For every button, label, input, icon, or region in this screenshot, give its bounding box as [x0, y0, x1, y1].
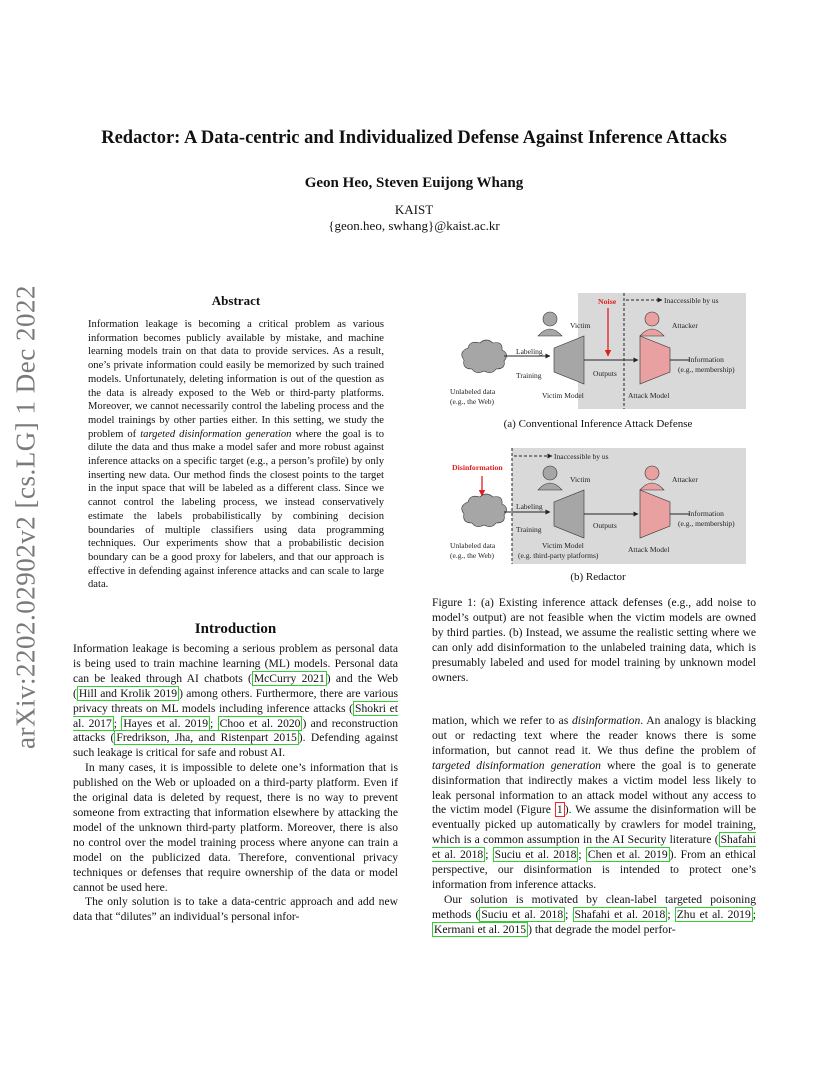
panel-a-data-cloud-icon	[462, 340, 507, 373]
panel-b-inaccessible-label: Inaccessible by us	[554, 452, 609, 461]
panel-b-labeling-label: Labeling	[516, 502, 543, 511]
panel-a-outputs-label: Outputs	[593, 369, 617, 378]
panel-b-attacker-label: Attacker	[672, 475, 698, 484]
figure-1b-caption: (b) Redactor	[570, 571, 626, 583]
citation-link[interactable]: McCurry 2021	[253, 671, 325, 685]
abstract-text: Information leakage is becoming a critical problem as various information becomes publicly available by mistake, and machine learning models train on that data to provide services. As a result, one’s private information could easily be memorized by such trained models. Unfortunately, deleting information is out of the question as the data is already exposed to the Web or third-party platforms. Moreover, we cannot necessarily control the labeling process and the model trainings by other parties either. In this setting, we study the problem of targeted disinformation generation where the goal is to dilute the data and thus make a model safer and more robust against inference attacks on a specific target (e.g., a person’s profile) by only inserting new data. Our method finds the closest points to the target in the input space that will be labeled as a different class. Since we cannot control the labeling process, we instead conservatively estimate the labels probabilistically by combining decision boundaries of multiple classifiers using data programming techniques. Our experiments show that a probabilistic decision boundary can be a good proxy for labelers, and that our approach is effective in defending against inference attacks and can scale to large data.	[88, 319, 385, 591]
citation-link[interactable]: Zhu et al. 2019	[676, 907, 751, 921]
panel-a-attacker-label: Attacker	[672, 321, 698, 330]
right-column-text	[432, 714, 756, 938]
affiliation: KAIST	[394, 202, 434, 217]
citation-link[interactable]: Shafahi et al. 2018	[574, 907, 666, 921]
panel-a-victim-model-label: Victim Model	[542, 391, 584, 400]
panel-b-membership-label: (e.g., membership)	[678, 519, 735, 528]
introduction-text	[73, 642, 398, 925]
citation-link[interactable]: Suciu et al. 2018	[494, 848, 577, 862]
panel-a-web-label: (e.g., the Web)	[450, 397, 495, 406]
citation-link[interactable]: Shafahi et al. 2018	[432, 833, 756, 862]
panel-a-information-label: Information	[688, 355, 724, 364]
panel-a-attack-model-label: Attack Model	[628, 391, 670, 400]
panel-b-disinformation-label: Disinformation	[452, 463, 503, 472]
panel-a-inaccessible-label: Inaccessible by us	[664, 296, 719, 305]
abstract-heading: Abstract	[211, 293, 261, 308]
paper-authors: Geon Heo, Steven Euijong Whang	[304, 175, 524, 191]
paper-title: Redactor: A Data-centric and Individualized Defense Against Inference Attacks	[101, 128, 727, 148]
figure-panel-a	[450, 293, 746, 430]
panel-b-victim-model-label: Victim Model	[542, 541, 584, 550]
citation-link[interactable]: Hayes et al. 2019	[123, 716, 209, 730]
panel-b-data-cloud-icon	[462, 494, 507, 527]
panel-b-platforms-label: (e.g. third-party platforms)	[518, 551, 599, 560]
citation-link[interactable]: Choo et al. 2020	[219, 716, 301, 730]
panel-b-attack-model-label: Attack Model	[628, 545, 670, 554]
panel-a-unlabeled-label: Unlabeled data	[450, 387, 496, 396]
citation-link[interactable]: Suciu et al. 2018	[481, 907, 564, 921]
panel-a-noise-label: Noise	[598, 297, 617, 306]
affiliation-block	[0, 202, 828, 234]
col2-paragraph-2: Our solution is motivated by clean-label targeted poisoning methods ( Suciu et al. 2018 ; Shafahi et al. 2018 ; Zhu et al. 2019 ; Kermani et al. 2015 ) that degrade the model perfor-	[432, 892, 756, 936]
panel-a-victim-label: Victim	[570, 321, 591, 330]
arxiv-side-label: arXiv:2202.02902v2 [cs.LG] 1 Dec 2022	[10, 285, 41, 749]
panel-b-victim-label: Victim	[570, 475, 591, 484]
panel-b-web-label: (e.g., the Web)	[450, 551, 495, 560]
introduction-heading: Introduction	[194, 621, 277, 637]
panel-b-training-label: Training	[516, 525, 542, 534]
victim-person-icon	[538, 312, 562, 336]
panel-a-victim-model-shape	[554, 336, 584, 384]
figure-1	[450, 290, 746, 590]
citation-link[interactable]: Kermani et al. 2015	[434, 922, 527, 936]
intro-paragraph-2: In many cases, it is impossible to delete one’s information that is published on the Web or uploaded on a third-party platform. Even if the original data is deleted by request, there is no way to prevent someone from extracting that information elsewhere by attacking the model of the unknown third-party platform. Moreover, there is also no control over the model training process where anyone can train a model on the publicized data. Therefore, conventional privacy techniques or defenses that require ownership of the data or model cannot be used here.	[73, 761, 398, 894]
panel-a-membership-label: (e.g., membership)	[678, 365, 735, 374]
col2-paragraph-1: mation, which we refer to as disinformation. An analogy is blacking out or redacting text where the reader knows there is some information, but cannot read it. We thus define the problem of targeted disinformation generation where the goal is to generate disinformation that indirectly makes a victim model less likely to leak personal information to an attack model without any access to the victim model (Figure 1 ). We assume the disinformation will be eventually picked up automatically by crawlers for model training, which is a common assumption in the AI Security literature ( Shafahi et al. 2018 ; Suciu et al. 2018 ; Chen et al. 2019 ). From an ethical perspective, our disinformation is intended to protect one’s information from inference attacks.	[432, 714, 756, 891]
panel-b-unlabeled-label: Unlabeled data	[450, 541, 496, 550]
figure-1-caption: Figure 1: (a) Existing inference attack defenses (e.g., add noise to model’s output) are not feasible when the victim models are owned by third parties. (b) Instead, we assume the realistic setting where we can only add disinformation to the unlabeled training data, which is presumably labeled and used for model training by unknown model owners.	[432, 596, 756, 684]
citation-link[interactable]: Shokri et al. 2017	[73, 701, 398, 730]
figure-1a-caption: (a) Conventional Inference Attack Defense	[503, 418, 693, 430]
intro-paragraph-1: Information leakage is becoming a serious problem as personal data is being used to train machine learning (ML) models. Personal data can be leaked through AI chatbots ( McCurry 2021 ) and the Web ( Hill and Krolik 2019 ) among others. Furthermore, there are various privacy threats on ML models including inference attacks ( Shokri et al. 2017 ; Hayes et al. 2019 ; Choo et al. 2020 ) and reconstruction attacks ( Fredrikson, Jha, and Ristenpart 2015 ). Defending against such leakage is critical for safe and robust AI.	[73, 642, 399, 760]
email: {geon.heo, swhang}@kaist.ac.kr	[328, 218, 500, 233]
citation-link[interactable]: Chen et al. 2019	[587, 848, 668, 862]
figure-ref-link[interactable]: 1	[556, 803, 563, 817]
intro-paragraph-3: The only solution is to take a data-centric approach and add new data that “dilutes” an individual’s personal infor-	[73, 895, 398, 924]
panel-a-labeling-label: Labeling	[516, 347, 543, 356]
citation-link[interactable]: Fredrikson, Jha, and Ristenpart 2015	[116, 731, 297, 745]
citation-link[interactable]: Hill and Krolik 2019	[78, 686, 178, 700]
figure-panel-b	[450, 448, 746, 583]
panel-b-outputs-label: Outputs	[593, 521, 617, 530]
panel-a-training-label: Training	[516, 371, 542, 380]
panel-b-information-label: Information	[688, 509, 724, 518]
